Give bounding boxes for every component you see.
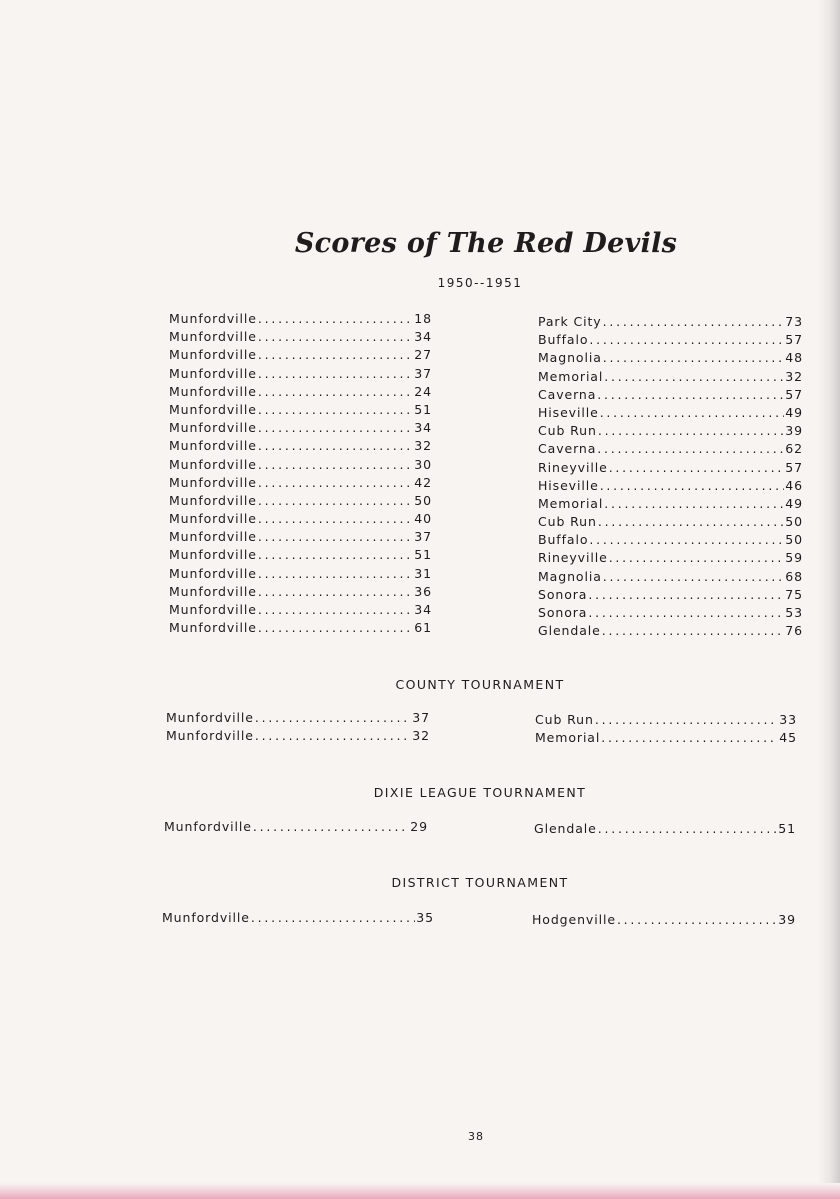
team-score: 48 [785, 350, 803, 366]
score-row [534, 821, 796, 839]
score-row [538, 587, 803, 605]
dot-leader [258, 620, 413, 635]
dot-leader [251, 910, 415, 925]
season-subtitle: 1950--1951 [437, 276, 523, 290]
team-name: Munfordville [169, 329, 257, 345]
team-score: 39 [785, 423, 803, 439]
score-row [538, 605, 803, 623]
team-name: Munfordville [162, 910, 250, 925]
score-row [535, 712, 797, 730]
team-score: 27 [414, 347, 432, 363]
dot-leader [258, 366, 413, 381]
score-row [162, 910, 434, 928]
team-score: 36 [414, 583, 432, 599]
dixie-league-home-column [164, 819, 428, 837]
page-edge-shadow [818, 0, 840, 1199]
page-title: Scores of The Red Devils [294, 228, 678, 259]
score-row [164, 819, 428, 837]
dot-leader [598, 514, 784, 529]
team-name: Munfordville [164, 819, 252, 834]
dot-leader [601, 730, 778, 745]
team-name: Glendale [538, 623, 601, 639]
dot-leader [258, 438, 413, 453]
team-name: Caverna [538, 441, 597, 457]
team-score: 32 [785, 368, 803, 384]
dot-leader [588, 605, 784, 620]
score-row [535, 730, 797, 748]
team-name: Memorial [538, 495, 604, 511]
team-name: Munfordville [169, 311, 257, 326]
team-name: Munfordville [169, 511, 257, 527]
dot-leader [600, 405, 785, 420]
team-score: 32 [414, 438, 432, 454]
team-name: Munfordville [169, 492, 257, 508]
score-row [538, 350, 803, 368]
team-score: 51 [414, 401, 432, 417]
team-score: 51 [414, 547, 432, 563]
dot-leader [258, 329, 413, 344]
team-name: Caverna [538, 386, 597, 402]
team-score: 73 [785, 314, 803, 329]
team-name: Munfordville [166, 728, 254, 744]
score-row [538, 314, 803, 332]
score-row [538, 496, 803, 514]
dot-leader [598, 821, 778, 836]
team-name: Munfordville [169, 438, 257, 454]
team-score: 46 [785, 477, 803, 493]
team-name: Munfordville [169, 456, 257, 472]
score-row [166, 710, 430, 728]
team-score: 35 [416, 910, 434, 925]
dot-leader [609, 460, 785, 475]
team-score: 29 [410, 819, 428, 834]
team-score: 34 [414, 329, 432, 345]
team-name: Munfordville [169, 347, 257, 363]
team-name: Sonora [538, 605, 588, 620]
score-row [538, 405, 803, 423]
dot-leader [258, 584, 413, 599]
district-tournament-opponent-column [532, 912, 796, 930]
dot-leader [258, 402, 413, 417]
score-row [169, 384, 432, 402]
team-name: Munfordville [169, 474, 257, 490]
team-name: Hodgenville [532, 912, 616, 927]
team-name: Sonora [538, 586, 588, 602]
dot-leader [255, 710, 411, 725]
dot-leader [588, 587, 784, 602]
dot-leader [589, 532, 784, 547]
score-row [538, 623, 803, 641]
score-row [538, 550, 803, 568]
score-row [169, 584, 432, 602]
team-score: 59 [785, 550, 803, 566]
team-score: 31 [414, 565, 432, 581]
score-row [538, 478, 803, 496]
team-score: 61 [414, 620, 432, 636]
dot-leader [603, 314, 785, 329]
dot-leader [258, 475, 413, 490]
district-tournament-heading: DISTRICT TOURNAMENT [391, 875, 569, 890]
team-score: 76 [785, 623, 803, 639]
team-name: Magnolia [538, 568, 602, 584]
score-row [169, 493, 432, 511]
team-score: 30 [414, 456, 432, 472]
team-score: 50 [414, 492, 432, 508]
score-row [538, 514, 803, 532]
team-name: Munfordville [169, 620, 257, 636]
dixie-league-tournament-heading: DIXIE LEAGUE TOURNAMENT [373, 785, 587, 800]
score-row [538, 387, 803, 405]
team-name: Memorial [538, 368, 604, 384]
team-score: 37 [414, 529, 432, 545]
dot-leader [604, 369, 784, 384]
team-name: Munfordville [169, 529, 257, 545]
team-name: Cub Run [535, 712, 594, 727]
team-score: 50 [785, 514, 803, 530]
team-score: 34 [414, 420, 432, 436]
dot-leader [258, 457, 413, 472]
team-name: Rineyville [538, 459, 608, 475]
regular-season-opponent-column [538, 314, 803, 641]
score-row [538, 441, 803, 459]
score-row [538, 569, 803, 587]
score-row [169, 566, 432, 584]
team-name: Rineyville [538, 550, 608, 566]
score-row [169, 329, 432, 347]
team-score: 45 [779, 730, 797, 746]
dot-leader [600, 478, 785, 493]
dot-leader [602, 623, 785, 638]
team-score: 39 [778, 912, 796, 927]
score-row [169, 347, 432, 365]
team-name: Buffalo [538, 532, 589, 548]
score-row [538, 532, 803, 550]
dot-leader [597, 387, 784, 402]
team-score: 68 [785, 568, 803, 584]
team-score: 37 [414, 365, 432, 381]
score-row [169, 529, 432, 547]
team-score: 62 [785, 441, 803, 457]
team-score: 51 [778, 821, 796, 836]
dot-leader [258, 511, 413, 526]
dot-leader [258, 602, 413, 617]
team-score: 24 [414, 383, 432, 399]
team-name: Hiseville [538, 404, 599, 420]
dot-leader [603, 569, 785, 584]
team-score: 57 [785, 386, 803, 402]
team-name: Munfordville [169, 401, 257, 417]
team-score: 75 [785, 586, 803, 602]
regular-season-home-column [169, 311, 432, 638]
team-score: 57 [785, 459, 803, 475]
score-row [169, 511, 432, 529]
team-name: Munfordville [169, 565, 257, 581]
dot-leader [598, 423, 784, 438]
team-score: 57 [785, 332, 803, 348]
score-row [538, 369, 803, 387]
page-number: 38 [468, 1130, 484, 1143]
team-name: Munfordville [169, 547, 257, 563]
score-row [169, 420, 432, 438]
team-score: 53 [785, 605, 803, 620]
team-score: 34 [414, 602, 432, 617]
dot-leader [609, 550, 785, 565]
score-row [166, 728, 430, 746]
dot-leader [258, 566, 413, 581]
dot-leader [595, 712, 778, 727]
score-row [538, 460, 803, 478]
score-row [169, 602, 432, 620]
dot-leader [597, 441, 784, 456]
county-tournament-opponent-column [535, 712, 797, 748]
team-score: 18 [414, 311, 432, 326]
dot-leader [258, 347, 413, 362]
team-name: Munfordville [169, 583, 257, 599]
team-name: Buffalo [538, 332, 589, 348]
team-name: Memorial [535, 730, 601, 746]
dot-leader [258, 420, 413, 435]
team-name: Cub Run [538, 423, 597, 439]
team-score: 49 [785, 495, 803, 511]
dot-leader [258, 384, 413, 399]
score-row [169, 366, 432, 384]
team-name: Munfordville [169, 365, 257, 381]
team-score: 32 [412, 728, 430, 744]
team-score: 33 [779, 712, 797, 727]
dixie-league-opponent-column [534, 821, 796, 839]
county-tournament-home-column [166, 710, 430, 746]
dot-leader [603, 350, 785, 365]
score-row [169, 311, 432, 329]
dot-leader [258, 311, 413, 326]
team-name: Glendale [534, 821, 597, 836]
dot-leader [589, 332, 784, 347]
team-name: Munfordville [169, 602, 257, 617]
dot-leader [617, 912, 777, 927]
score-row [169, 620, 432, 638]
dot-leader [258, 547, 413, 562]
team-name: Cub Run [538, 514, 597, 530]
bottom-edge-strip [0, 1183, 840, 1199]
dot-leader [255, 728, 411, 743]
team-name: Park City [538, 314, 602, 329]
score-row [538, 423, 803, 441]
score-row [169, 547, 432, 565]
score-row [169, 402, 432, 420]
team-score: 37 [412, 710, 430, 725]
dot-leader [258, 493, 413, 508]
dot-leader [604, 496, 784, 511]
team-name: Munfordville [169, 420, 257, 436]
score-row [538, 332, 803, 350]
team-score: 42 [414, 474, 432, 490]
team-score: 40 [414, 511, 432, 527]
team-name: Munfordville [169, 383, 257, 399]
district-tournament-home-column [162, 910, 434, 928]
dot-leader [258, 529, 413, 544]
dot-leader [253, 819, 409, 834]
county-tournament-heading: COUNTY TOURNAMENT [395, 677, 565, 692]
score-row [169, 457, 432, 475]
team-name: Munfordville [166, 710, 254, 725]
score-row [532, 912, 796, 930]
team-score: 49 [785, 404, 803, 420]
team-score: 50 [785, 532, 803, 548]
score-row [169, 475, 432, 493]
team-name: Magnolia [538, 350, 602, 366]
team-name: Hiseville [538, 477, 599, 493]
score-row [169, 438, 432, 456]
